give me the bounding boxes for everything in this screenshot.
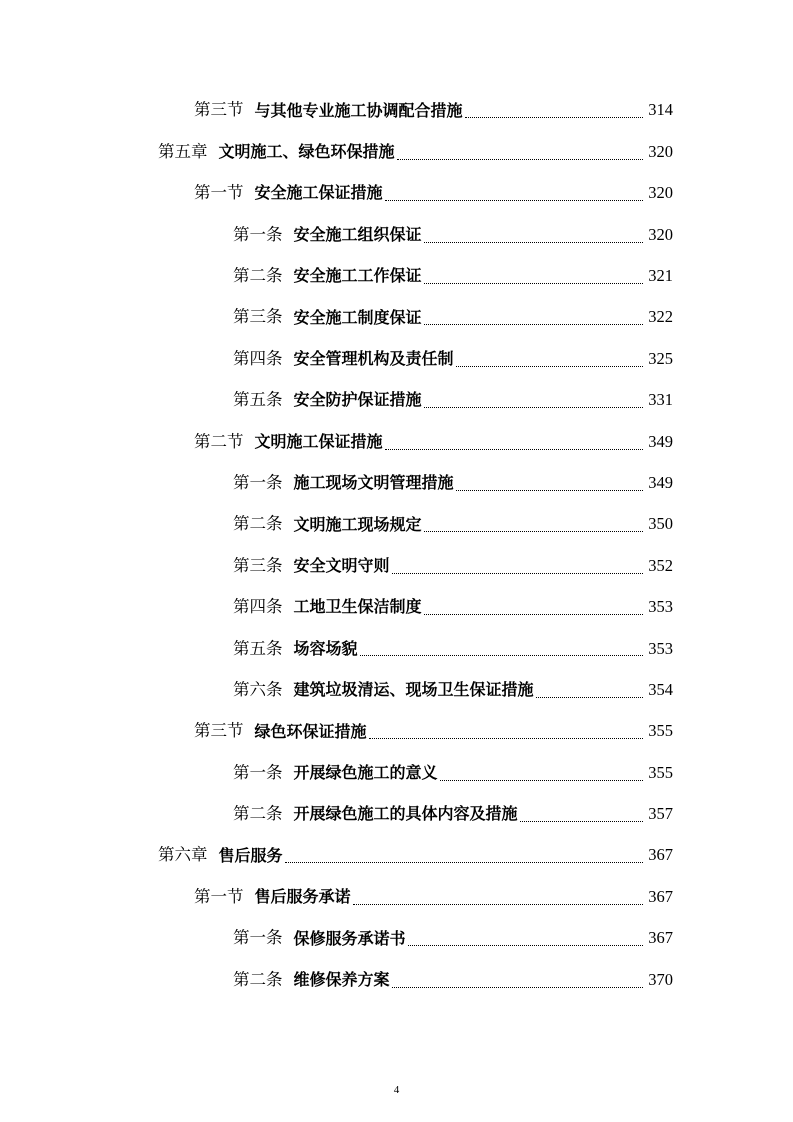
toc-entry[interactable] [0, 794, 793, 835]
dot-leader [392, 572, 643, 574]
toc-entry[interactable] [0, 711, 793, 752]
toc-entry[interactable] [0, 959, 793, 1000]
dot-leader [424, 282, 643, 284]
toc-entry-title: 场容场貌 [293, 638, 358, 658]
toc-entry[interactable] [0, 256, 793, 297]
dot-leader [440, 779, 643, 781]
toc-entry[interactable] [0, 297, 793, 338]
toc-entry-title: 文明施工保证措施 [254, 431, 383, 451]
dot-leader [360, 654, 643, 656]
toc-entry-page-number: 349 [648, 472, 673, 492]
dot-leader [424, 613, 643, 615]
toc-entry-title: 安全文明守则 [293, 555, 390, 575]
dot-leader [285, 861, 643, 863]
dot-leader [424, 323, 643, 325]
toc-entry-label: 第三节 [194, 721, 244, 741]
toc-entry-label: 第三条 [233, 555, 283, 575]
toc-entry[interactable] [0, 504, 793, 545]
toc-entry-page-number: 367 [648, 886, 673, 906]
toc-entry[interactable] [0, 876, 793, 917]
table-of-contents [0, 90, 793, 1001]
toc-entry[interactable] [0, 835, 793, 876]
toc-entry-page-number: 352 [648, 555, 673, 575]
dot-leader [385, 199, 643, 201]
toc-entry-page-number: 370 [648, 969, 673, 989]
toc-entry-label: 第一节 [194, 886, 244, 906]
toc-entry-title: 安全施工工作保证 [293, 266, 422, 286]
toc-entry-label: 第二条 [233, 266, 283, 285]
toc-entry-title: 安全管理机构及责任制 [293, 349, 454, 369]
toc-entry-label: 第一条 [233, 224, 283, 244]
toc-entry-label: 第五章 [158, 141, 208, 161]
dot-leader [424, 241, 643, 243]
toc-entry-page-number: 367 [648, 845, 673, 865]
toc-entry-page-number: 357 [648, 804, 673, 824]
toc-entry-label: 第一条 [233, 762, 283, 782]
dot-leader [385, 448, 643, 450]
toc-entry-label: 第四条 [233, 348, 283, 368]
dot-leader [392, 986, 643, 988]
toc-entry-label: 第二节 [194, 431, 244, 451]
toc-entry-title: 建筑垃圾清运、现场卫生保证措施 [293, 680, 534, 700]
toc-entry[interactable] [0, 463, 793, 504]
dot-leader [456, 489, 643, 491]
dot-leader [424, 530, 643, 532]
toc-entry-label: 第一条 [233, 928, 283, 948]
toc-entry-label: 第二条 [233, 804, 283, 824]
toc-entry-label: 第五条 [233, 638, 283, 658]
toc-entry-label: 第三条 [233, 307, 283, 327]
toc-entry-page-number: 322 [648, 307, 673, 327]
toc-entry-page-number: 355 [648, 762, 673, 782]
dot-leader [536, 696, 643, 698]
toc-entry-title: 维修保养方案 [293, 969, 390, 989]
toc-entry-page-number: 367 [648, 928, 673, 948]
toc-entry-label: 第一节 [194, 183, 244, 203]
toc-entry-title: 安全施工保证措施 [254, 183, 383, 203]
toc-entry-page-number: 355 [648, 721, 673, 741]
toc-entry[interactable] [0, 173, 793, 214]
dot-leader [353, 903, 643, 905]
toc-entry-label: 第二条 [233, 514, 283, 534]
toc-entry-page-number: 350 [648, 514, 673, 534]
toc-entry[interactable] [0, 752, 793, 793]
dot-leader [369, 737, 643, 739]
toc-entry-page-number: 314 [648, 100, 673, 120]
toc-entry-title: 安全施工制度保证 [293, 307, 422, 327]
toc-entry-label: 第六条 [233, 679, 283, 699]
toc-entry[interactable] [0, 380, 793, 421]
toc-entry-page-number: 321 [648, 266, 673, 285]
toc-entry-title: 售后服务承诺 [254, 887, 351, 907]
toc-entry-title: 文明施工现场规定 [293, 514, 422, 534]
toc-entry[interactable] [0, 545, 793, 586]
toc-entry[interactable] [0, 214, 793, 255]
toc-entry[interactable] [0, 338, 793, 379]
toc-entry-page-number: 353 [648, 597, 673, 617]
toc-entry-label: 第六章 [158, 845, 208, 865]
toc-entry-page-number: 349 [648, 431, 673, 451]
dot-leader [520, 820, 643, 822]
dot-leader [397, 158, 643, 160]
toc-entry-title: 绿色环保证措施 [254, 721, 367, 741]
toc-entry-label: 第二条 [233, 969, 283, 989]
toc-entry-page-number: 354 [648, 679, 673, 699]
toc-entry-label: 第五条 [233, 390, 283, 410]
toc-entry-label: 第一条 [233, 472, 283, 492]
toc-entry[interactable] [0, 421, 793, 462]
toc-entry-page-number: 331 [648, 390, 673, 410]
dot-leader [424, 406, 643, 408]
toc-entry-title: 与其他专业施工协调配合措施 [254, 100, 463, 120]
toc-entry-title: 文明施工、绿色环保措施 [218, 142, 395, 162]
toc-entry[interactable] [0, 90, 793, 131]
toc-entry-title: 开展绿色施工的意义 [293, 762, 438, 782]
toc-entry[interactable] [0, 918, 793, 959]
toc-entry[interactable] [0, 131, 793, 172]
toc-entry[interactable] [0, 587, 793, 628]
toc-entry-title: 保修服务承诺书 [293, 928, 406, 948]
toc-entry-page-number: 325 [648, 348, 673, 368]
dot-leader [408, 944, 643, 946]
toc-entry-title: 安全防护保证措施 [293, 390, 422, 410]
dot-leader [456, 365, 643, 367]
toc-entry-label: 第四条 [233, 597, 283, 617]
toc-entry-page-number: 353 [648, 638, 673, 658]
page-number: 4 [393, 1084, 400, 1096]
toc-entry-title: 开展绿色施工的具体内容及措施 [293, 804, 518, 824]
toc-entry-page-number: 320 [648, 183, 673, 203]
toc-entry[interactable] [0, 628, 793, 669]
toc-entry-page-number: 320 [648, 224, 673, 244]
toc-entry-title: 工地卫生保洁制度 [293, 597, 422, 617]
toc-entry-label: 第三节 [194, 100, 244, 120]
toc-entry-title: 售后服务 [218, 845, 283, 865]
toc-entry-title: 安全施工组织保证 [293, 224, 422, 244]
toc-entry-page-number: 320 [648, 141, 673, 161]
dot-leader [465, 116, 643, 118]
toc-entry[interactable] [0, 669, 793, 710]
toc-entry-title: 施工现场文明管理措施 [293, 473, 454, 493]
